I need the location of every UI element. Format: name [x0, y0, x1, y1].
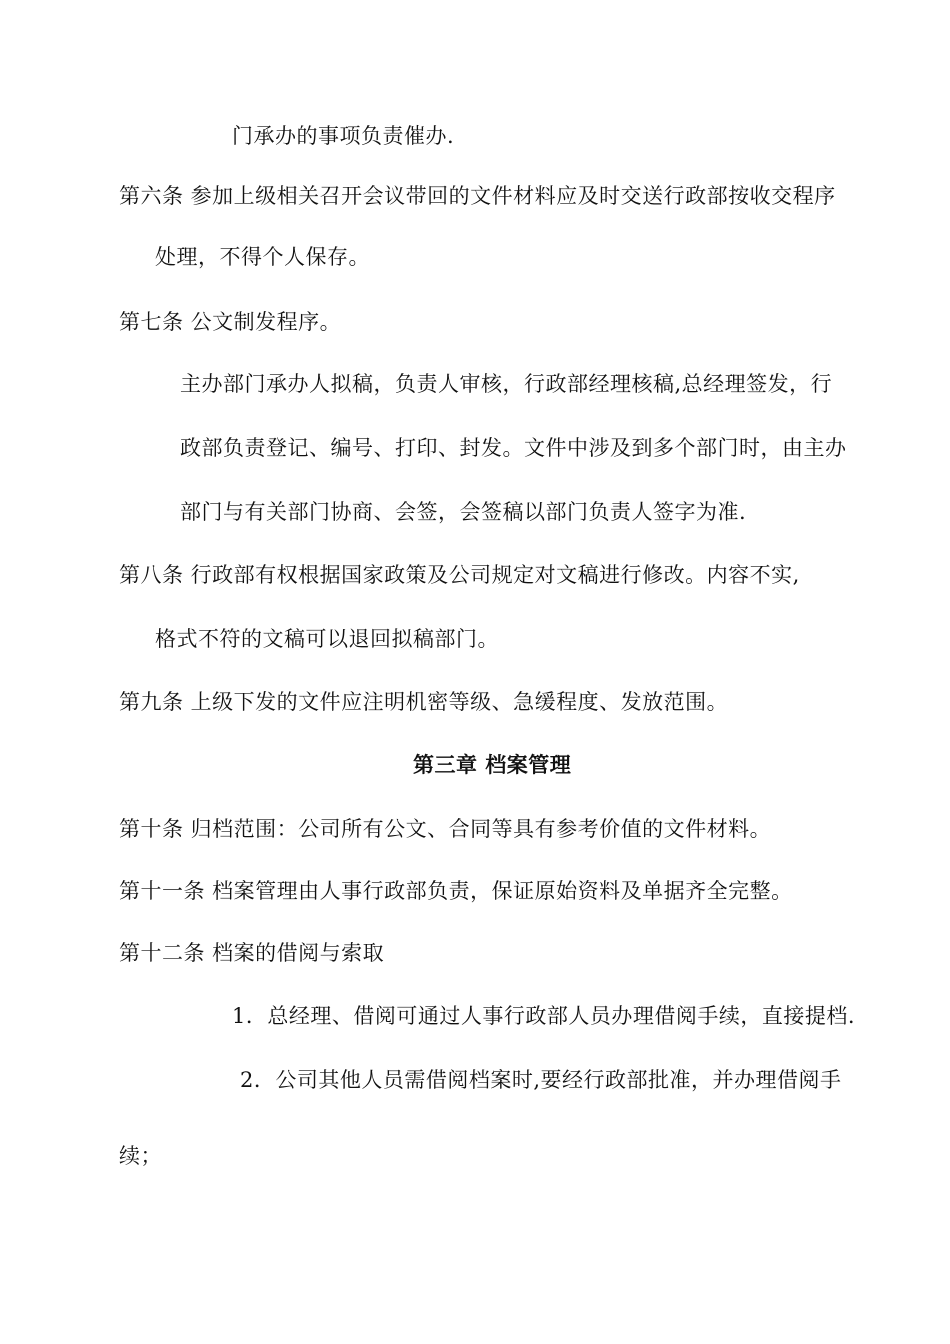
article-12: 第十二条 档案的借阅与索取 [119, 941, 385, 965]
text-line: 主办部门承办人拟稿，负责人审核，行政部经理核稿,总经理签发，行 [180, 372, 833, 396]
text-line: 门承办的事项负责催办. [232, 124, 455, 148]
text-line: 格式不符的文稿可以退回拟稿部门。 [155, 627, 499, 651]
article-7: 第七条 公文制发程序。 [119, 310, 342, 334]
chapter-heading: 第三章 档案管理 [413, 753, 572, 777]
text-line: 处理，不得个人保存。 [155, 245, 370, 269]
article-9: 第九条 上级下发的文件应注明机密等级、急缓程度、发放范围。 [119, 690, 729, 714]
article-6: 第六条 参加上级相关召开会议带回的文件材料应及时交送行政部按收交程序 [119, 184, 836, 208]
list-item: 2．公司其他人员需借阅档案时,要经行政部批准，并办理借阅手 [240, 1068, 842, 1092]
article-10: 第十条 归档范围：公司所有公文、合同等具有参考价值的文件材料。 [119, 817, 772, 841]
text-line: 部门与有关部门协商、会签，会签稿以部门负责人签字为准. [180, 500, 747, 524]
text-line: 续； [119, 1144, 162, 1168]
list-item: 1．总经理、借阅可通过人事行政部人员办理借阅手续，直接提档. [232, 1004, 856, 1028]
article-11: 第十一条 档案管理由人事行政部负责，保证原始资料及单据齐全完整。 [119, 879, 793, 903]
article-8: 第八条 行政部有权根据国家政策及公司规定对文稿进行修改。内容不实, [119, 563, 800, 587]
text-line: 政部负责登记、编号、打印、封发。文件中涉及到多个部门时，由主办 [180, 436, 847, 460]
